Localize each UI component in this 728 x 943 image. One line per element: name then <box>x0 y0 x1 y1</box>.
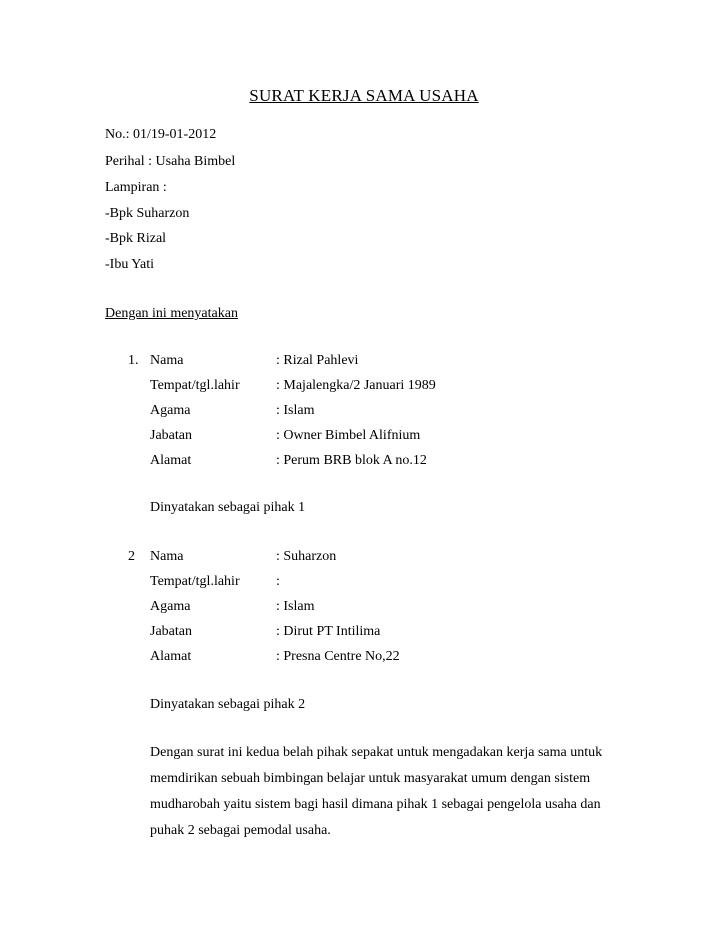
attachment-item: -Bpk Suharzon <box>105 206 190 221</box>
party-1-position-label: Jabatan <box>150 428 192 443</box>
party-2-address-value: : Presna Centre No,22 <box>276 649 400 664</box>
letter-title: SURAT KERJA SAMA USAHA <box>249 86 479 105</box>
party-1-address-label: Alamat <box>150 453 192 468</box>
party-2-birth-label: Tempat/tgl.lahir <box>150 574 240 589</box>
party-2-birth-value: : <box>276 574 280 589</box>
letter-number: No.: 01/19-01-2012 <box>105 127 217 142</box>
party-2-religion-label: Agama <box>150 599 191 614</box>
party-1-birth-value: : Majalengka/2 Januari 1989 <box>276 378 436 393</box>
party-2-position-value: : Dirut PT Intilima <box>276 624 381 639</box>
agreement-body-line: puhak 2 sebagai pemodal usaha. <box>150 823 331 838</box>
party-2-position-label: Jabatan <box>150 624 192 639</box>
party-1-address-value: : Perum BRB blok A no.12 <box>276 453 427 468</box>
party-1-number: 1. <box>128 353 139 368</box>
party-1-religion-label: Agama <box>150 403 191 418</box>
party-2-declaration: Dinyatakan sebagai pihak 2 <box>150 697 306 712</box>
party-2-number: 2 <box>128 549 135 564</box>
party-2-address-label: Alamat <box>150 649 192 664</box>
party-1-declaration: Dinyatakan sebagai pihak 1 <box>150 500 306 515</box>
intro-statement: Dengan ini menyatakan <box>105 306 238 321</box>
agreement-body-line: Dengan surat ini kedua belah pihak sepakat untuk mengadakan kerja sama untuk <box>150 745 603 760</box>
party-1-position-value: : Owner Bimbel Alifnium <box>276 428 421 443</box>
party-1-name-value: : Rizal Pahlevi <box>276 353 359 368</box>
letter-subject: Perihal : Usaha Bimbel <box>105 154 236 169</box>
agreement-body-line: mudharobah yaitu sistem bagi hasil dimana pihak 1 sebagai pengelola usaha dan <box>150 797 601 812</box>
party-2-religion-value: : Islam <box>276 599 315 614</box>
party-1-name-label: Nama <box>150 353 184 368</box>
attachment-item: -Bpk Rizal <box>105 231 167 246</box>
letter-attachment: Lampiran : <box>105 180 167 195</box>
agreement-body-line: memdirikan sebuah bimbingan belajar untuk masyarakat umum dengan sistem <box>150 771 591 786</box>
party-1-birth-label: Tempat/tgl.lahir <box>150 378 240 393</box>
party-2-name-label: Nama <box>150 549 184 564</box>
attachment-item: -Ibu Yati <box>105 257 155 272</box>
party-1-religion-value: : Islam <box>276 403 315 418</box>
party-2-name-value: : Suharzon <box>276 549 337 564</box>
